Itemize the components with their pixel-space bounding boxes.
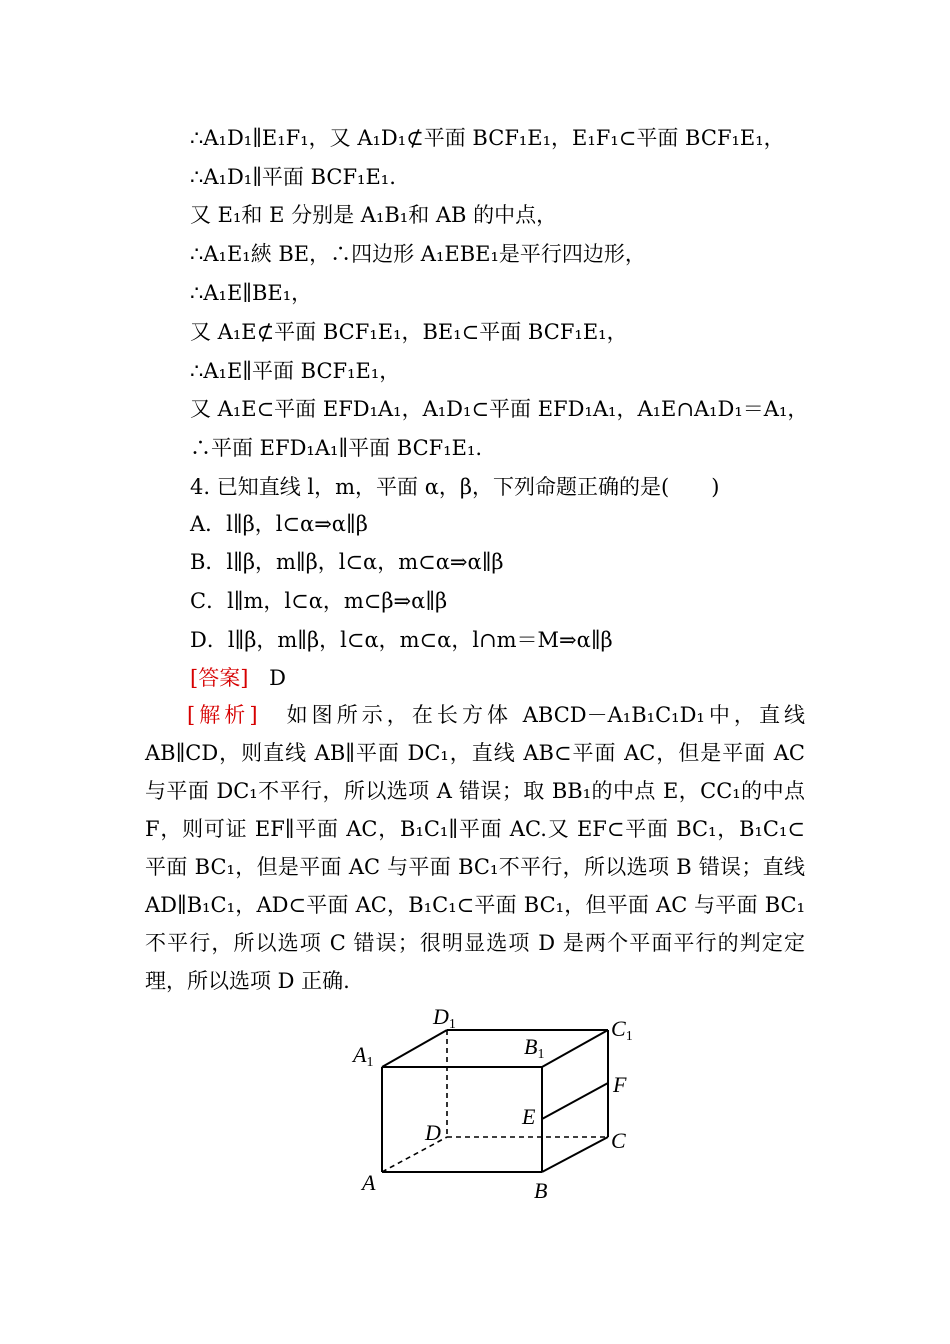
edge-BC — [542, 1137, 608, 1172]
proof-line: ∴A₁E∥平面 BCF₁E₁， — [190, 359, 401, 383]
analysis-label: [解析] — [187, 703, 258, 727]
label-D1: D1 — [433, 1004, 456, 1032]
label-C1: C1 — [611, 1016, 633, 1044]
label-E: E — [522, 1104, 536, 1129]
answer-value: D — [269, 666, 286, 690]
proof-line: ∴A₁D₁∥E₁F₁，又 A₁D₁⊄平面 BCF₁E₁，E₁F₁⊂平面 BCF₁E₁， — [190, 126, 785, 150]
proof-line: 又 A₁E⊄平面 BCF₁E₁，BE₁⊂平面 BCF₁E₁， — [190, 320, 628, 344]
analysis-paragraph — [145, 696, 805, 1000]
label-C: C — [611, 1128, 626, 1153]
option-c: C．l∥m，l⊂α，m⊂β⇒α∥β — [190, 589, 448, 613]
proof-line: 又 E₁和 E 分别是 A₁B₁和 AB 的中点， — [190, 203, 558, 227]
proof-line: ∴A₁E₁綊 BE，∴四边形 A₁EBE₁是平行四边形， — [190, 242, 646, 266]
answer-label: [答案] — [190, 666, 249, 690]
question-stem: 4. 已知直线 l，m，平面 α，β，下列命题正确的是( ) — [190, 475, 720, 499]
label-B1: B1 — [524, 1034, 545, 1062]
cuboid-figure — [345, 1000, 645, 1210]
edge-B1C1 — [542, 1030, 608, 1067]
label-A1: A1 — [353, 1042, 374, 1070]
proof-line: ∴A₁D₁∥平面 BCF₁E₁. — [190, 165, 396, 189]
option-b: B．l∥β，m∥β，l⊂α，m⊂α⇒α∥β — [190, 550, 504, 574]
answer-line — [190, 664, 286, 692]
label-A: A — [362, 1170, 376, 1195]
proof-line: ∴平面 EFD₁A₁∥平面 BCF₁E₁. — [190, 436, 483, 460]
label-B: B — [534, 1178, 548, 1203]
option-a: A．l∥β，l⊂α⇒α∥β — [190, 512, 368, 536]
proof-line: 又 A₁E⊂平面 EFD₁A₁，A₁D₁⊂平面 EFD₁A₁，A₁E∩A₁D₁＝A₁， — [190, 397, 809, 421]
option-d: D．l∥β，m∥β，l⊂α，m⊂α，l∩m＝M⇒α∥β — [190, 628, 613, 652]
edge-A1D1 — [382, 1030, 447, 1067]
edge-EF — [542, 1083, 608, 1119]
proof-line: ∴A₁E∥BE₁， — [190, 281, 313, 305]
label-D: D — [425, 1120, 441, 1145]
label-F: F — [613, 1072, 627, 1097]
analysis-text: 如图所示，在长方体 ABCD－A₁B₁C₁D₁中，直线 AB∥CD，则直线 AB∥平面 DC₁，直线 AB⊂平面 AC，但是平面 AC 与平面 DC₁不平行，所以选项 A 错误；取 BB₁的中点 E，CC₁的中点 F，则可证 EF∥平面 AC，B₁C₁∥平面 AC.又 EF⊂平面 BC₁，B₁C₁⊂平面 BC₁，但是平面 AC 与平面 BC₁不平行，所以选项 B 错误；直线 AD∥B₁C₁，AD⊂平面 AC，B₁C₁⊂平面 BC₁，但平面 AC 与平面 BC₁不平行，所以选项 C 错误；很明显选项 D 是两个平面平行的判定定理，所以选项 D 正确. — [145, 703, 806, 993]
